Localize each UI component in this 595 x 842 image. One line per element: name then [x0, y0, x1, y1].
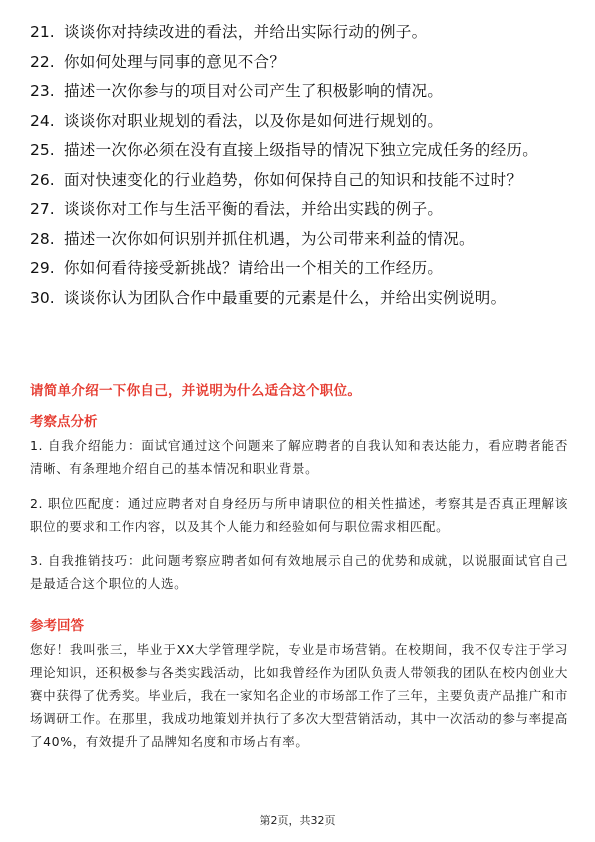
question-item	[30, 81, 575, 102]
question-list	[30, 22, 575, 317]
answer-text: 您好！我叫张三，毕业于XX大学管理学院，专业是市场营销。在校期间，我不仅专注于学习理论知识，还积极参与各类实践活动，比如我曾经作为团队负责人带领我的团队在校内创业大赛中获得了优秀奖。毕业后，我在一家知名企业的市场部工作了三年，主要负责产品推广和市场调研工作。在那里，我成功地策划并执行了多次大型营销活动，其中一次活动的参与率提高了40%，有效提升了品牌知名度和市场占有率。	[30, 642, 568, 749]
question-number: 29.	[30, 259, 55, 277]
analysis-point: 1. 自我介绍能力：面试官通过这个问题来了解应聘者的自我认知和表达能力，看应聘者能否清晰、有条理地介绍自己的基本情况和职业背景。	[30, 438, 568, 476]
question-text: 谈谈你对持续改进的看法，并给出实际行动的例子。	[64, 23, 428, 41]
question-item	[30, 111, 575, 132]
question-number: 30.	[30, 288, 55, 307]
question-item	[30, 258, 575, 279]
featured-question-title: 请简单介绍一下你自己，并说明为什么适合这个职位。	[30, 383, 362, 399]
question-text: 描述一次你参与的项目对公司产生了积极影响的情况。	[64, 82, 444, 100]
question-item	[30, 288, 575, 309]
question-number: 22.	[30, 52, 55, 71]
question-text: 谈谈你对职业规划的看法，以及你是如何进行规划的。	[64, 111, 444, 130]
question-number: 24.	[30, 111, 55, 130]
question-number: 23.	[30, 82, 55, 100]
question-number: 21.	[30, 23, 55, 41]
question-text: 谈谈你认为团队合作中最重要的元素是什么，并给出实例说明。	[64, 288, 507, 307]
question-number: 25.	[30, 141, 55, 159]
analysis-point: 2. 职位匹配度：通过应聘者对自身经历与所申请职位的相关性描述，考察其是否真正理解该职位的要求和工作内容，以及其个人能力和经验如何与职位需求相匹配。	[30, 496, 568, 534]
question-text: 描述一次你如何识别并抓住机遇，为公司带来利益的情况。	[64, 229, 475, 248]
answer-heading: 参考回答	[30, 618, 84, 634]
question-text: 描述一次你必须在没有直接上级指导的情况下独立完成任务的经历。	[64, 141, 539, 159]
question-item	[30, 229, 575, 250]
question-text: 谈谈你对工作与生活平衡的看法，并给出实践的例子。	[64, 200, 444, 218]
question-text: 你如何处理与同事的意见不合？	[64, 52, 286, 71]
analysis-heading: 考察点分析	[30, 414, 98, 430]
question-number: 27.	[30, 200, 55, 218]
question-item	[30, 199, 575, 220]
question-number: 26.	[30, 170, 55, 189]
question-item	[30, 22, 575, 43]
question-text: 面对快速变化的行业趋势，你如何保持自己的知识和技能不过时？	[64, 170, 523, 189]
question-item	[30, 140, 575, 161]
question-number: 28.	[30, 229, 55, 248]
analysis-point: 3. 自我推销技巧：此问题考察应聘者如何有效地展示自己的优势和成就，以说服面试官自己是最适合这个职位的人选。	[30, 553, 568, 591]
question-item	[30, 170, 575, 191]
page-footer: 第2页，共32页	[259, 814, 336, 827]
question-item	[30, 52, 575, 73]
question-text: 你如何看待接受新挑战？请给出一个相关的工作经历。	[64, 259, 444, 277]
